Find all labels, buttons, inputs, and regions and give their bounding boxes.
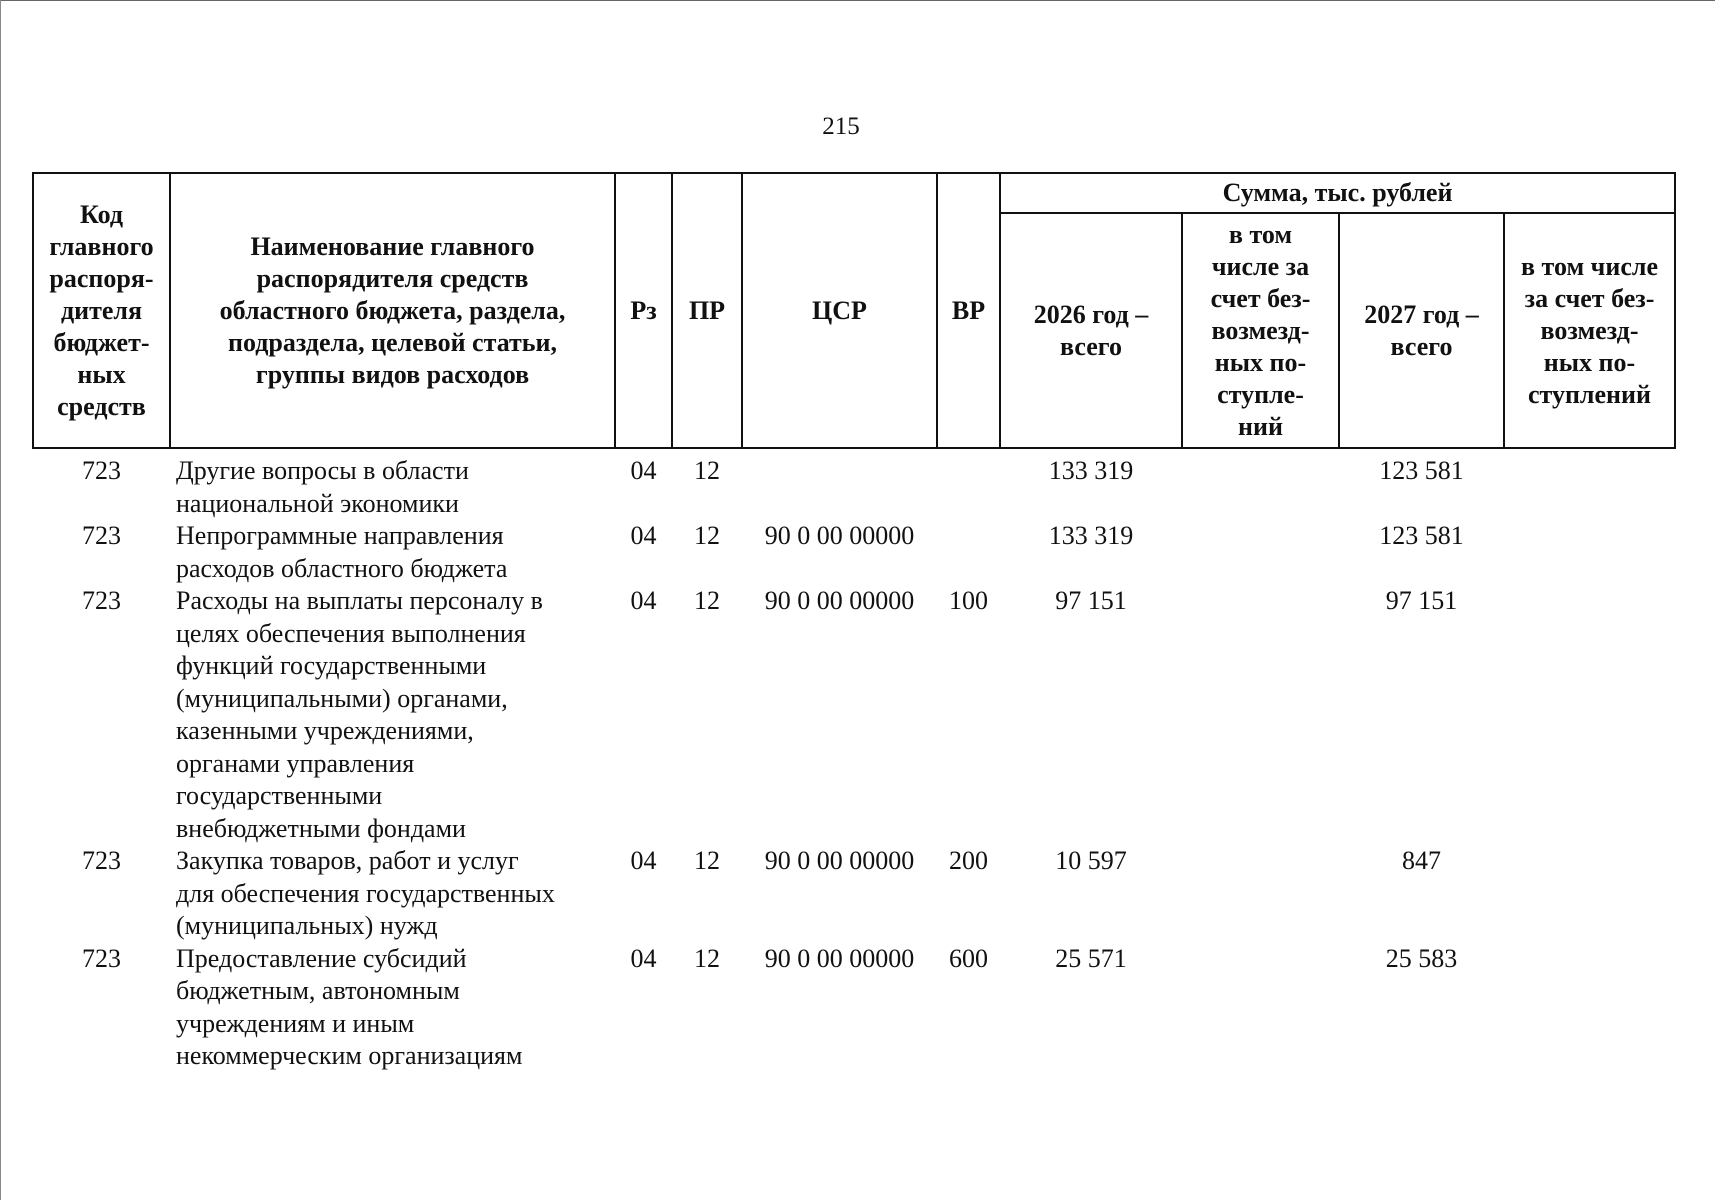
- cell-name-line: Закупка товаров, работ и услуг: [176, 846, 519, 875]
- cell-pr: 12: [694, 586, 720, 615]
- table-row: [33, 845, 1675, 943]
- cell-csr: 90 0 00 00000: [764, 943, 915, 973]
- cell-y2026-total: 25 571: [1055, 943, 1127, 973]
- cell-name-line: казенными учреждениями,: [176, 716, 474, 745]
- cell-pr: 12: [694, 846, 720, 875]
- cell-y2026-total: 10 597: [1055, 846, 1127, 875]
- page-edge-top: [0, 0, 1715, 1]
- cell-name-line: Расходы на выплаты персоналу в: [176, 586, 543, 615]
- cell-y2026-free: [1182, 455, 1339, 520]
- header-name: Наименование главного распорядителя средств областного бюджета, раздела, подраздела, целевой статьи, группы видов расходов: [170, 173, 615, 448]
- cell-rz: 04: [630, 846, 657, 875]
- cell-y2027-total: 97 151: [1385, 586, 1458, 615]
- cell-rz: 04: [630, 586, 657, 615]
- cell-name-line: государственными: [176, 781, 383, 810]
- cell-name-line: целях обеспечения выполнения: [176, 618, 526, 648]
- cell-name-line: функций государственными: [176, 651, 487, 680]
- header-2026-free: в том числе за счет без-возмезд-ных по-ступле-ний: [1182, 213, 1339, 448]
- cell-y2026-total: 133 319: [1048, 456, 1134, 485]
- header-csr: ЦСР: [742, 173, 937, 448]
- cell-vr: [937, 455, 1000, 520]
- table-row: [33, 943, 1675, 1073]
- cell-name-line: (муниципальными) органами,: [176, 683, 508, 713]
- cell-y2027-total: 123 581: [1379, 521, 1464, 550]
- cell-y2026-free: [1182, 520, 1339, 585]
- cell-name-line: некоммерческим организациям: [176, 1041, 523, 1070]
- cell-pr: 12: [694, 521, 720, 550]
- cell-vr: [937, 520, 1000, 585]
- cell-name-line: внебюджетными фондами: [176, 813, 466, 843]
- cell-y2027-free: [1504, 520, 1675, 585]
- cell-name-line: учреждениям и иным: [176, 1008, 415, 1038]
- table-row: [33, 585, 1675, 845]
- cell-y2027-total: 123 581: [1379, 456, 1464, 485]
- table-body: [33, 448, 1675, 1073]
- cell-name-line: органами управления: [176, 748, 415, 778]
- table-header: [33, 173, 1675, 448]
- cell-code: 723: [82, 943, 121, 973]
- cell-rz: 04: [630, 521, 657, 550]
- header-2027-free: в том числе за счет без-возмезд-ных по-ступлений: [1504, 213, 1675, 448]
- page-number: 215: [822, 113, 860, 140]
- cell-name: [170, 943, 615, 1073]
- cell-y2027-free: [1504, 943, 1675, 1073]
- cell-name-line: (муниципальных) нужд: [176, 911, 438, 940]
- cell-name-line: расходов областного бюджета: [176, 553, 508, 583]
- cell-rz: 04: [630, 943, 657, 973]
- header-2027-total: 2027 год – всего: [1339, 213, 1504, 448]
- header-2026-total: 2026 год – всего: [1000, 213, 1182, 448]
- cell-name-line: Непрограммные направления: [176, 521, 504, 550]
- page-edge-left: [0, 0, 1, 1200]
- cell-y2027-free: [1504, 585, 1675, 845]
- cell-csr: 90 0 00 00000: [764, 586, 915, 615]
- cell-code: 723: [82, 456, 121, 485]
- cell-pr: 12: [694, 456, 720, 485]
- cell-name: [170, 845, 615, 943]
- cell-pr: 12: [694, 943, 720, 973]
- cell-vr: 600: [949, 943, 988, 973]
- cell-csr: [742, 455, 937, 520]
- table-row: [33, 455, 1675, 520]
- cell-vr: 200: [949, 846, 988, 875]
- cell-vr: 100: [949, 586, 988, 615]
- cell-code: 723: [82, 586, 121, 615]
- header-code: Код главного распоря-дителя бюджет-ных средств: [33, 173, 170, 448]
- header-pr: ПР: [672, 173, 742, 448]
- cell-name-line: бюджетным, автономным: [176, 976, 460, 1005]
- cell-y2027-free: [1504, 455, 1675, 520]
- header-sum-group: Сумма, тыс. рублей: [1000, 173, 1675, 213]
- cell-name-line: Предоставление субсидий: [176, 943, 467, 973]
- cell-name: [170, 585, 615, 845]
- cell-name-line: Другие вопросы в области: [176, 456, 469, 485]
- cell-y2026-total: 133 319: [1048, 521, 1134, 550]
- cell-y2026-free: [1182, 943, 1339, 1073]
- table-row: [33, 520, 1675, 585]
- cell-csr: 90 0 00 00000: [764, 521, 915, 550]
- budget-table: [32, 172, 1676, 1073]
- cell-name: [170, 455, 615, 520]
- cell-name-line: для обеспечения государственных: [176, 878, 555, 908]
- cell-y2026-free: [1182, 845, 1339, 943]
- header-vr: ВР: [937, 173, 1000, 448]
- cell-y2027-free: [1504, 845, 1675, 943]
- cell-y2027-total: 847: [1402, 846, 1441, 875]
- cell-name-line: национальной экономики: [176, 488, 459, 518]
- cell-y2026-free: [1182, 585, 1339, 845]
- cell-code: 723: [82, 846, 121, 875]
- cell-rz: 04: [630, 456, 657, 485]
- cell-csr: 90 0 00 00000: [764, 846, 915, 875]
- header-gap: [33, 448, 1675, 455]
- header-rz: Рз: [615, 173, 672, 448]
- cell-y2026-total: 97 151: [1055, 586, 1127, 615]
- cell-code: 723: [82, 521, 121, 550]
- cell-name: [170, 520, 615, 585]
- cell-y2027-total: 25 583: [1385, 943, 1458, 973]
